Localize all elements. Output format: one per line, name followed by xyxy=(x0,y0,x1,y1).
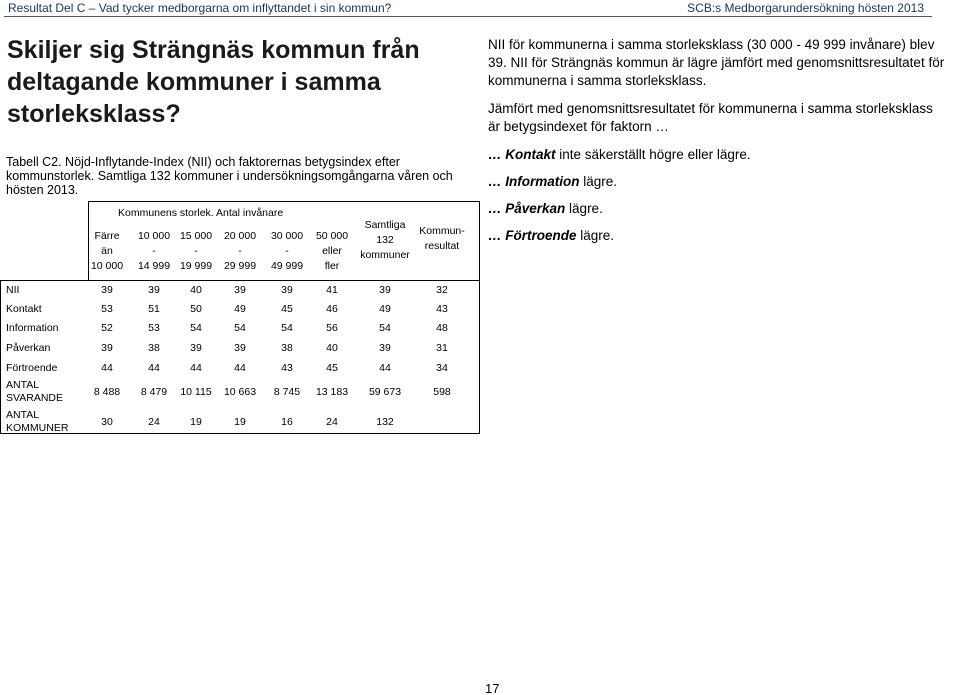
column-header-line: 49 999 xyxy=(270,260,304,272)
column-header-line: 30 000 xyxy=(270,230,304,242)
factor-item xyxy=(488,200,948,218)
table-cell: 54 xyxy=(281,322,293,334)
column-header xyxy=(357,218,413,263)
table-cell: 43 xyxy=(281,362,293,374)
commentary-paragraph-1: NII för kommunerna i samma storleksklass (30 000 - 49 999 invånare) blev 39. NII för Strängnäs kommun är lägre jämfört med genomsnittsresultatet för kommunerna i samma storleksklass. xyxy=(488,37,945,88)
column-header-line: 132 xyxy=(376,234,394,246)
table-cell: 31 xyxy=(436,342,448,354)
column-header-line: resultat xyxy=(424,240,460,252)
table-cell: 40 xyxy=(326,342,338,354)
column-header-line: 10 000 xyxy=(137,230,171,242)
row-label: Förtroende xyxy=(6,362,58,374)
table-cell: 8 479 xyxy=(140,386,168,398)
table-cell: 46 xyxy=(326,303,338,315)
table-cell: 44 xyxy=(379,362,391,374)
table-cell: 39 xyxy=(190,342,202,354)
column-header-line: 14 999 xyxy=(137,260,171,272)
table-cell: 10 115 xyxy=(180,386,212,398)
factor-name: … Information xyxy=(488,174,580,189)
row-label-line: SVARANDE xyxy=(6,392,63,404)
table-cell: 8 745 xyxy=(273,386,301,398)
table-row xyxy=(0,378,480,406)
table-cell xyxy=(416,408,468,436)
table-group-header: Kommunens storlek. Antal invånare xyxy=(118,207,284,219)
table-caption: Tabell C2. Nöjd-Inflytande-Index (NII) och faktorernas betygsindex efter kommunstorlek. Samtliga 132 kommuner i undersökningsomgångarna våren och hösten 2013. xyxy=(6,155,453,197)
table-cell: 39 xyxy=(234,284,246,296)
column-header-line: Samtliga xyxy=(364,219,406,231)
table-cell: 40 xyxy=(190,284,202,296)
factor-name: … Kontakt xyxy=(488,147,556,162)
row-label-line: ANTAL xyxy=(6,379,40,391)
table-cell: 54 xyxy=(379,322,391,334)
header-divider xyxy=(4,16,932,17)
table-cell: 54 xyxy=(234,322,246,334)
table-cell: 19 xyxy=(190,416,202,428)
factor-result: lägre. xyxy=(565,201,603,216)
column-header-line: Färre xyxy=(94,230,120,242)
table-cell: 49 xyxy=(379,303,391,315)
table-row xyxy=(0,358,480,378)
row-label-line: ANTAL xyxy=(6,409,40,421)
row-label: NII xyxy=(6,284,20,296)
page-header xyxy=(0,0,960,18)
column-header-line: - xyxy=(152,245,156,257)
column-header-line: 15 000 xyxy=(179,230,213,242)
table-row xyxy=(0,318,480,338)
table-cell: 34 xyxy=(436,362,448,374)
table-cell: 45 xyxy=(281,303,293,315)
table-cell: 49 xyxy=(234,303,246,315)
factor-name: … Förtroende xyxy=(488,228,577,243)
table-cell: 8 488 xyxy=(93,386,121,398)
column-header-line: än xyxy=(101,245,113,257)
column-header-line: - xyxy=(194,245,198,257)
column-header-line: eller xyxy=(322,245,342,257)
table-cell: 48 xyxy=(436,322,448,334)
row-label xyxy=(6,378,63,406)
table-cell: 39 xyxy=(379,284,391,296)
commentary-paragraph-2: Jämfört med genomsnittsresultatet för kommunerna i samma storleksklass är betygsindexet för faktorn … xyxy=(488,101,933,134)
header-left-text: Resultat Del C – Vad tycker medborgarna om inflyttandet i sin kommun? xyxy=(8,1,392,15)
factor-result: lägre. xyxy=(576,228,615,243)
column-header-line: 10 000 xyxy=(90,260,124,272)
table-row xyxy=(0,280,480,300)
table-cell: 45 xyxy=(326,362,338,374)
table-cell: 44 xyxy=(190,362,202,374)
table-cell: 13 183 xyxy=(315,386,349,398)
table-cell: 54 xyxy=(190,322,202,334)
factor-item xyxy=(488,173,948,191)
column-header-line: kommuner xyxy=(360,249,410,261)
table-cell: 50 xyxy=(190,303,202,315)
column-header-line: Kommun- xyxy=(419,225,465,237)
row-label-line: KOMMUNER xyxy=(6,422,69,434)
column-header xyxy=(304,229,360,274)
table-cell: 39 xyxy=(379,342,391,354)
table-cell: 38 xyxy=(281,342,293,354)
header-right-text: SCB:s Medborgarundersökning hösten 2013 xyxy=(687,1,924,15)
table-row xyxy=(0,408,480,436)
column-header-line: - xyxy=(238,245,242,257)
table-cell: 52 xyxy=(101,322,113,334)
column-header-line: 50 000 xyxy=(315,230,349,242)
table-cell: 39 xyxy=(101,342,113,354)
table-cell: 41 xyxy=(326,284,338,296)
table-cell: 59 673 xyxy=(368,386,402,398)
table-cell: 44 xyxy=(101,362,113,374)
table-row xyxy=(0,299,480,319)
table-cell: 10 663 xyxy=(223,386,257,398)
table-cell: 38 xyxy=(148,342,160,354)
table-cell: 132 xyxy=(376,416,394,428)
table-cell: 19 xyxy=(234,416,246,428)
table-cell: 30 xyxy=(101,416,113,428)
table-cell: 44 xyxy=(234,362,246,374)
column-header-line: 20 000 xyxy=(223,230,257,242)
column-header-line: fler xyxy=(324,260,340,272)
row-label: Kontakt xyxy=(6,303,42,315)
table-cell: 598 xyxy=(433,386,451,398)
table-cell: 39 xyxy=(101,284,113,296)
commentary xyxy=(488,36,948,254)
table-cell: 51 xyxy=(148,303,160,315)
factor-item xyxy=(488,146,948,164)
factor-result: inte säkerställt högre eller lägre. xyxy=(555,147,751,162)
page-number: 17 xyxy=(485,681,500,695)
row-label xyxy=(6,408,68,436)
factor-result: lägre. xyxy=(579,174,618,189)
table-cell: 53 xyxy=(101,303,113,315)
table-cell: 56 xyxy=(326,322,338,334)
column-header-line: 29 999 xyxy=(223,260,257,272)
factor-list xyxy=(488,146,948,245)
table-cell: 32 xyxy=(436,284,448,296)
table-row xyxy=(0,338,480,358)
table-cell: 16 xyxy=(281,416,293,428)
column-header xyxy=(414,224,470,254)
table-cell: 39 xyxy=(234,342,246,354)
table-cell: 24 xyxy=(326,416,338,428)
table-cell: 43 xyxy=(436,303,448,315)
table-cell: 39 xyxy=(281,284,293,296)
factor-item xyxy=(488,227,948,245)
table-cell: 44 xyxy=(148,362,160,374)
factor-name: … Påverkan xyxy=(488,201,566,216)
column-header-line: 19 999 xyxy=(179,260,213,272)
table-cell: 39 xyxy=(148,284,160,296)
table-cell: 53 xyxy=(148,322,160,334)
row-label: Påverkan xyxy=(6,342,51,354)
page-title: Skiljer sig Strängnäs kommun från deltagande kommuner i samma storleksklass? xyxy=(7,36,420,128)
column-header-line: - xyxy=(285,245,289,257)
row-label: Information xyxy=(6,322,59,334)
table-cell: 24 xyxy=(148,416,160,428)
